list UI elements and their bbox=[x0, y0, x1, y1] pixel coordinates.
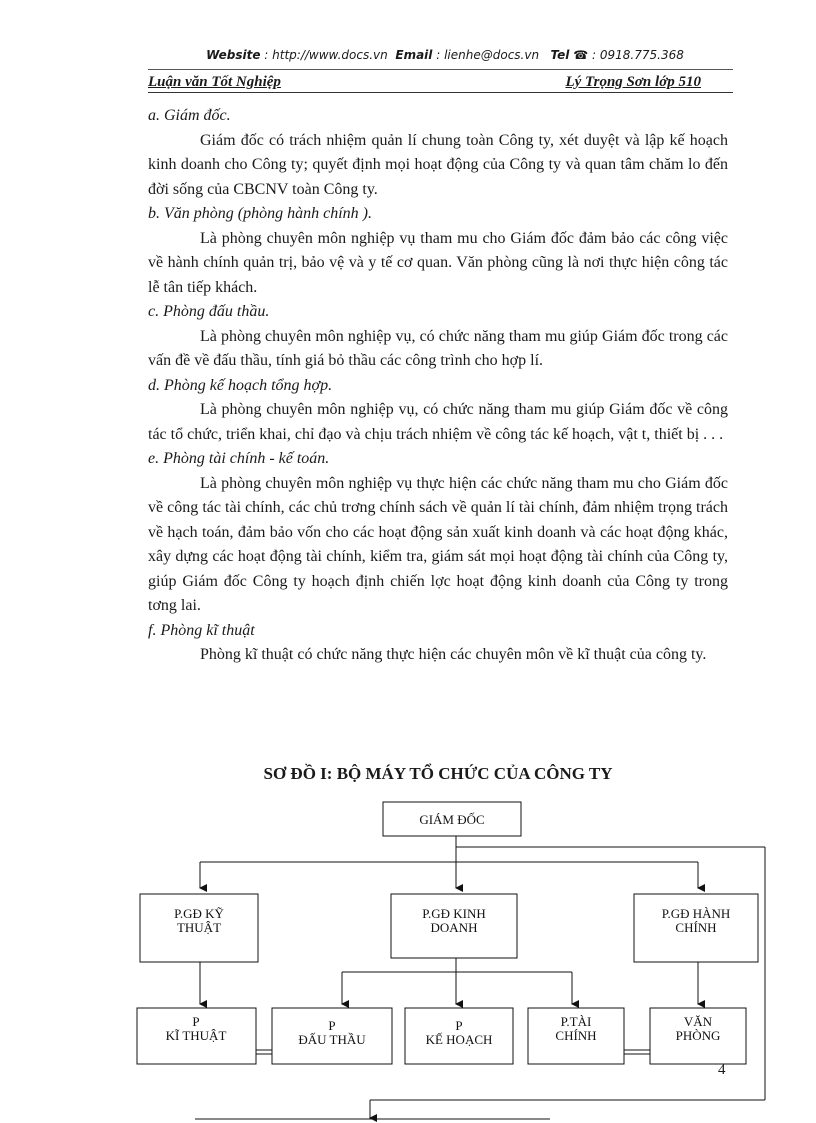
department-label-line2: KẾ HOẠCH bbox=[425, 1032, 493, 1047]
department-box-bidding bbox=[272, 1008, 392, 1064]
deputy-box-business bbox=[391, 894, 517, 958]
website-label: Website bbox=[206, 48, 261, 62]
deputy-label-line2: THUẬT bbox=[176, 920, 222, 935]
tel-label: Tel bbox=[550, 48, 570, 62]
deputy-box-administration bbox=[634, 894, 758, 962]
director-label: GIÁM ĐỐC bbox=[419, 812, 485, 827]
department-box-technical bbox=[137, 1008, 256, 1064]
department-label-line1: P.TÀI bbox=[560, 1014, 592, 1029]
department-box-office bbox=[650, 1008, 746, 1064]
department-box-finance bbox=[528, 1008, 624, 1064]
department-label-line2: CHÍNH bbox=[555, 1028, 597, 1043]
document-title: Luận văn Tốt Nghiệp bbox=[148, 74, 281, 90]
section-heading: c. Phòng đấu thầu. bbox=[148, 303, 270, 320]
deputy-box-technical bbox=[140, 894, 258, 962]
section-heading: d. Phòng kế hoạch tổng hợp. bbox=[148, 376, 333, 394]
deputy-label-line2: DOANH bbox=[430, 920, 478, 935]
paragraph: Phòng kĩ thuật có chức năng thực hiện các chuyên môn về kĩ thuật của công ty. bbox=[200, 646, 707, 663]
page-number: 4 bbox=[718, 1062, 726, 1078]
deputy-label-line1: P.GĐ KỸ bbox=[174, 906, 224, 921]
department-box-planning bbox=[405, 1008, 513, 1064]
department-label-line2: PHÒNG bbox=[675, 1028, 721, 1043]
paragraph: Giám đốc có trách nhiệm quản lí chung toàn Công ty, xét duyệt và lập kế hoạch kinh doanh cho Công ty; quyết định mọi hoạt động của Công ty và quan tâm chăm lo đến đời sống của CBCNV toàn Công ty. bbox=[148, 131, 728, 198]
paragraph: Là phòng chuyên môn nghiệp vụ, có chức năng tham mu giúp Giám đốc về công tác tổ chức, triển khai, chỉ đạo và chịu trách nhiệm về công tác kế hoạch, vật t, thiết bị . . . bbox=[148, 401, 728, 443]
phone-icon: ☎ bbox=[573, 48, 589, 62]
author-line: Lý Trọng Sơn lớp 510 bbox=[565, 74, 701, 90]
paragraph: Là phòng chuyên môn nghiệp vụ thực hiện các chức năng tham mu cho Giám đốc về công tác tài chính, các chủ trơng chính sách về quản lí tài chính, đảm nhiệm trọng trách về hạch toán, đảm bảo vốn cho các hoạt động sản xuất kinh doanh và các hoạt động khác, xây dựng các hoạt động tài chính, kiểm tra, giám sát mọi hoạt động tài chính của Công ty, giúp Giám đốc Công ty hoạch định chiến lợc hoạt động kinh doanh của Công ty trong tơng lai. bbox=[148, 474, 728, 614]
deputy-label-line2: CHÍNH bbox=[675, 920, 717, 935]
department-label-line2: KĨ THUẬT bbox=[165, 1028, 227, 1043]
deputy-label-line1: P.GĐ KINH bbox=[422, 906, 486, 921]
department-label-line1: VĂN bbox=[683, 1014, 713, 1029]
paragraph: Là phòng chuyên môn nghiệp vụ tham mu cho Giám đốc đảm bảo các công việc về hành chính quản trị, bảo vệ và y tế cơ quan. Văn phòng cũng là nơi thực hiện công tác lễ tân tiếp khách. bbox=[148, 229, 728, 296]
section-heading: b. Văn phòng (phòng hành chính ). bbox=[148, 205, 372, 222]
website-value[interactable]: : http://www.docs.vn bbox=[264, 48, 388, 62]
director-box bbox=[383, 802, 521, 836]
diagram-title: SƠ ĐỒ I: BỘ MÁY TỔ CHỨC CỦA CÔNG TY bbox=[263, 764, 613, 783]
department-label-line2: ĐẤU THẦU bbox=[298, 1032, 366, 1047]
email-label: Email bbox=[395, 48, 433, 62]
email-value[interactable]: : lienhe@docs.vn bbox=[436, 48, 540, 62]
department-label-line1: P bbox=[328, 1018, 336, 1033]
connector-lines bbox=[195, 835, 765, 1119]
section-heading: f. Phòng kĩ thuật bbox=[148, 621, 255, 639]
paragraph: Là phòng chuyên môn nghiệp vụ, có chức năng tham mu giúp Giám đốc trong các vấn đề về đấu thầu, tính giá bỏ thầu các công trình cho hợp lí. bbox=[148, 327, 728, 369]
deputy-label-line1: P.GĐ HÀNH bbox=[661, 906, 731, 921]
department-label-line1: P bbox=[455, 1018, 463, 1033]
section-heading: e. Phòng tài chính - kế toán. bbox=[148, 450, 330, 467]
department-label-line1: P bbox=[192, 1014, 200, 1029]
section-heading: a. Giám đốc. bbox=[148, 107, 231, 124]
tel-value: : 0918.775.368 bbox=[592, 48, 684, 62]
